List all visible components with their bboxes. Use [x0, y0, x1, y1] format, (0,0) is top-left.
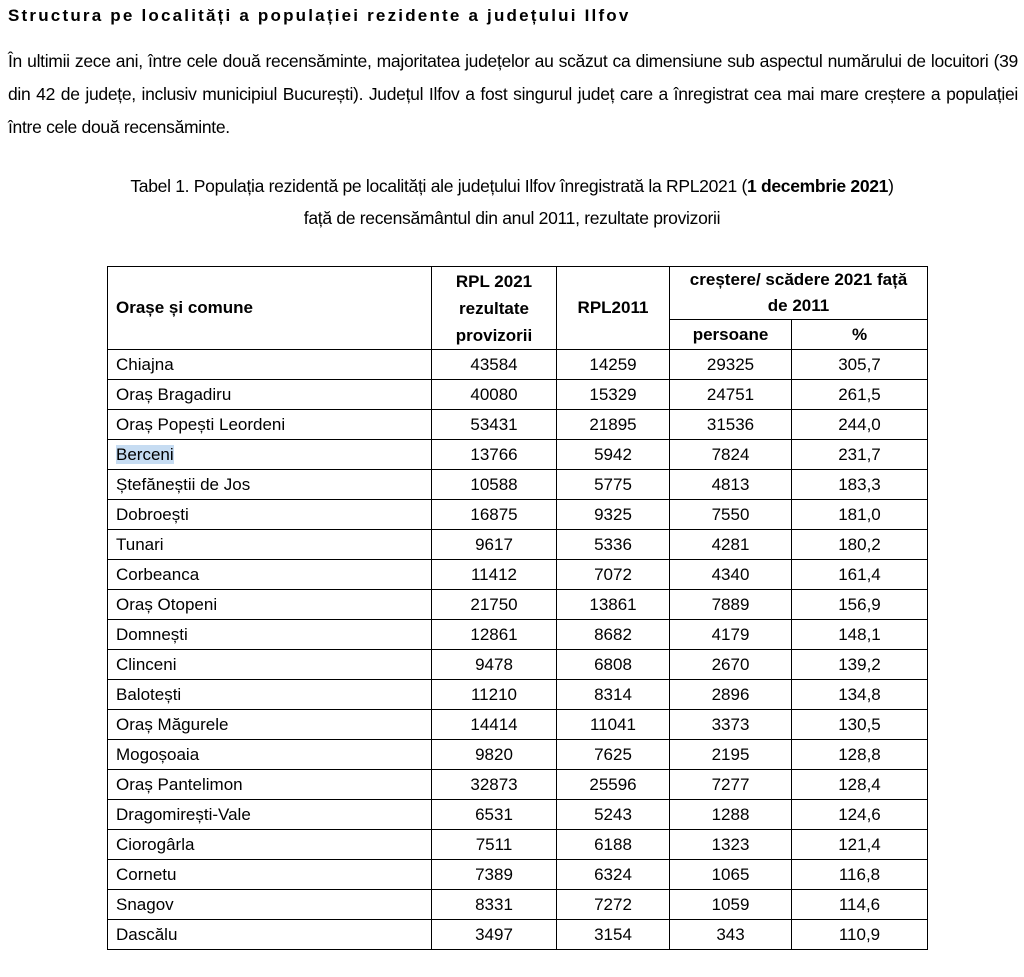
locality-label: Oraș Bragadiru: [116, 384, 232, 404]
persons-change: 4179: [670, 620, 792, 650]
table-row: [108, 380, 928, 410]
rpl2011-value: 5243: [557, 800, 670, 830]
rpl2021-value: 40080: [432, 380, 557, 410]
persons-change: 2670: [670, 650, 792, 680]
rpl2011-value: 8682: [557, 620, 670, 650]
table-row: [108, 590, 928, 620]
percent-change: 183,3: [792, 470, 928, 500]
table-row: [108, 350, 928, 380]
rpl2021-value: 32873: [432, 770, 557, 800]
locality-name: [108, 740, 432, 770]
percent-change: 128,4: [792, 770, 928, 800]
locality-name: [108, 680, 432, 710]
locality-label: Chiajna: [116, 354, 174, 374]
rpl2021-value: 53431: [432, 410, 557, 440]
percent-change: 244,0: [792, 410, 928, 440]
table-row: [108, 740, 928, 770]
locality-name: [108, 350, 432, 380]
table-row: [108, 860, 928, 890]
rpl2011-value: 7625: [557, 740, 670, 770]
header-percent: %: [792, 320, 928, 350]
percent-change: 305,7: [792, 350, 928, 380]
percent-change: 156,9: [792, 590, 928, 620]
rpl2011-value: 6324: [557, 860, 670, 890]
percent-change: 124,6: [792, 800, 928, 830]
section-title: Structura pe localități a populației rezidente a județului Ilfov: [8, 6, 631, 25]
percent-change: 134,8: [792, 680, 928, 710]
table-row: [108, 560, 928, 590]
table-row: [108, 440, 928, 470]
table-row: [108, 830, 928, 860]
rpl2011-value: 6808: [557, 650, 670, 680]
locality-label: Tunari: [116, 534, 164, 554]
header-rpl2021: RPL 2021 rezultate provizorii: [432, 267, 557, 350]
percent-change: 116,8: [792, 860, 928, 890]
persons-change: 343: [670, 920, 792, 950]
locality-label: Balotești: [116, 684, 182, 704]
locality-label: Domnești: [116, 624, 188, 644]
locality-label: Dobroești: [116, 504, 189, 524]
rpl2021-value: 13766: [432, 440, 557, 470]
persons-change: 4281: [670, 530, 792, 560]
persons-change: 31536: [670, 410, 792, 440]
header-persons: persoane: [670, 320, 792, 350]
persons-change: 1059: [670, 890, 792, 920]
locality-label: Ștefăneștii de Jos: [116, 474, 251, 494]
rpl2011-value: 9325: [557, 500, 670, 530]
rpl2021-value: 21750: [432, 590, 557, 620]
locality-label: Cornetu: [116, 864, 177, 884]
locality-label: Oraș Pantelimon: [116, 774, 243, 794]
rpl2021-value: 7389: [432, 860, 557, 890]
locality-name: [108, 590, 432, 620]
locality-name: [108, 650, 432, 680]
locality-name: [108, 770, 432, 800]
locality-label: Clinceni: [116, 654, 177, 674]
locality-name: [108, 710, 432, 740]
table-row: [108, 710, 928, 740]
percent-change: 139,2: [792, 650, 928, 680]
locality-name: [108, 440, 432, 470]
persons-change: 7889: [670, 590, 792, 620]
percent-change: 181,0: [792, 500, 928, 530]
locality-name: [108, 470, 432, 500]
locality-name: [108, 560, 432, 590]
locality-name: [108, 410, 432, 440]
rpl2021-value: 9617: [432, 530, 557, 560]
percent-change: 261,5: [792, 380, 928, 410]
rpl2011-value: 3154: [557, 920, 670, 950]
rpl2011-value: 25596: [557, 770, 670, 800]
persons-change: 29325: [670, 350, 792, 380]
locality-name: [108, 860, 432, 890]
percent-change: 148,1: [792, 620, 928, 650]
table-row: [108, 890, 928, 920]
table-row: [108, 530, 928, 560]
rpl2021-value: 8331: [432, 890, 557, 920]
rpl2021-value: 16875: [432, 500, 557, 530]
locality-name: [108, 620, 432, 650]
rpl2011-value: 5336: [557, 530, 670, 560]
persons-change: 1065: [670, 860, 792, 890]
rpl2011-value: 8314: [557, 680, 670, 710]
rpl2011-value: 11041: [557, 710, 670, 740]
header-change: creștere/ scădere 2021 față de 2011: [670, 267, 928, 320]
intro-paragraph: În ultimii zece ani, între cele două recensăminte, majoritatea județelor au scăzut ca dimensiune sub aspectul numărului de locuitori (39 din 42 de județe, inclusiv municipiul București). Județul Ilfov a fost singurul județ care a înregistrat cea mai mare creștere a populației între cele două recensăminte.: [8, 51, 1018, 137]
table-row: [108, 410, 928, 440]
locality-label: Oraș Otopeni: [116, 594, 218, 614]
locality-label: Snagov: [116, 894, 174, 914]
header-rpl2011: RPL2011: [557, 267, 670, 350]
persons-change: 1323: [670, 830, 792, 860]
rpl2021-value: 12861: [432, 620, 557, 650]
persons-change: 2195: [670, 740, 792, 770]
persons-change: 7550: [670, 500, 792, 530]
rpl2011-value: 6188: [557, 830, 670, 860]
locality-name: [108, 530, 432, 560]
table-row: [108, 500, 928, 530]
population-table: [107, 266, 928, 950]
percent-change: 128,8: [792, 740, 928, 770]
persons-change: 7824: [670, 440, 792, 470]
table-row: [108, 620, 928, 650]
table-caption: Tabel 1. Populația rezidentă pe localități ale județului Ilfov înregistrată la RPL2021 (1 decembrie 2021) față de recensământul din anul 2011, rezultate provizorii: [130, 176, 894, 228]
percent-change: 180,2: [792, 530, 928, 560]
rpl2011-value: 5775: [557, 470, 670, 500]
locality-label: Berceni: [116, 444, 174, 464]
persons-change: 24751: [670, 380, 792, 410]
persons-change: 1288: [670, 800, 792, 830]
rpl2011-value: 13861: [557, 590, 670, 620]
persons-change: 4813: [670, 470, 792, 500]
rpl2011-value: 5942: [557, 440, 670, 470]
persons-change: 3373: [670, 710, 792, 740]
rpl2011-value: 7272: [557, 890, 670, 920]
table-row: [108, 470, 928, 500]
locality-name: [108, 830, 432, 860]
locality-label: Ciorogârla: [116, 834, 195, 854]
rpl2011-value: 7072: [557, 560, 670, 590]
header-name: Orașe și comune: [108, 267, 432, 350]
persons-change: 4340: [670, 560, 792, 590]
percent-change: 114,6: [792, 890, 928, 920]
percent-change: 130,5: [792, 710, 928, 740]
locality-label: Oraș Măgurele: [116, 714, 229, 734]
locality-name: [108, 890, 432, 920]
locality-name: [108, 920, 432, 950]
persons-change: 7277: [670, 770, 792, 800]
locality-label: Dascălu: [116, 924, 178, 944]
locality-label: Dragomirești-Vale: [116, 804, 251, 824]
locality-name: [108, 800, 432, 830]
percent-change: 110,9: [792, 920, 928, 950]
rpl2021-value: 7511: [432, 830, 557, 860]
table-row: [108, 770, 928, 800]
rpl2021-value: 6531: [432, 800, 557, 830]
locality-label: Oraș Popești Leordeni: [116, 414, 286, 434]
table-row: [108, 800, 928, 830]
rpl2021-value: 10588: [432, 470, 557, 500]
locality-name: [108, 380, 432, 410]
locality-name: [108, 500, 432, 530]
percent-change: 121,4: [792, 830, 928, 860]
rpl2021-value: 9478: [432, 650, 557, 680]
table-row: [108, 920, 928, 950]
locality-label: Mogoșoaia: [116, 744, 200, 764]
rpl2011-value: 14259: [557, 350, 670, 380]
rpl2021-value: 3497: [432, 920, 557, 950]
table-row: [108, 650, 928, 680]
locality-label: Corbeanca: [116, 564, 200, 584]
rpl2021-value: 11210: [432, 680, 557, 710]
rpl2021-value: 11412: [432, 560, 557, 590]
rpl2021-value: 14414: [432, 710, 557, 740]
rpl2021-value: 43584: [432, 350, 557, 380]
rpl2011-value: 21895: [557, 410, 670, 440]
percent-change: 231,7: [792, 440, 928, 470]
rpl2021-value: 9820: [432, 740, 557, 770]
persons-change: 2896: [670, 680, 792, 710]
table-row: [108, 680, 928, 710]
rpl2011-value: 15329: [557, 380, 670, 410]
percent-change: 161,4: [792, 560, 928, 590]
